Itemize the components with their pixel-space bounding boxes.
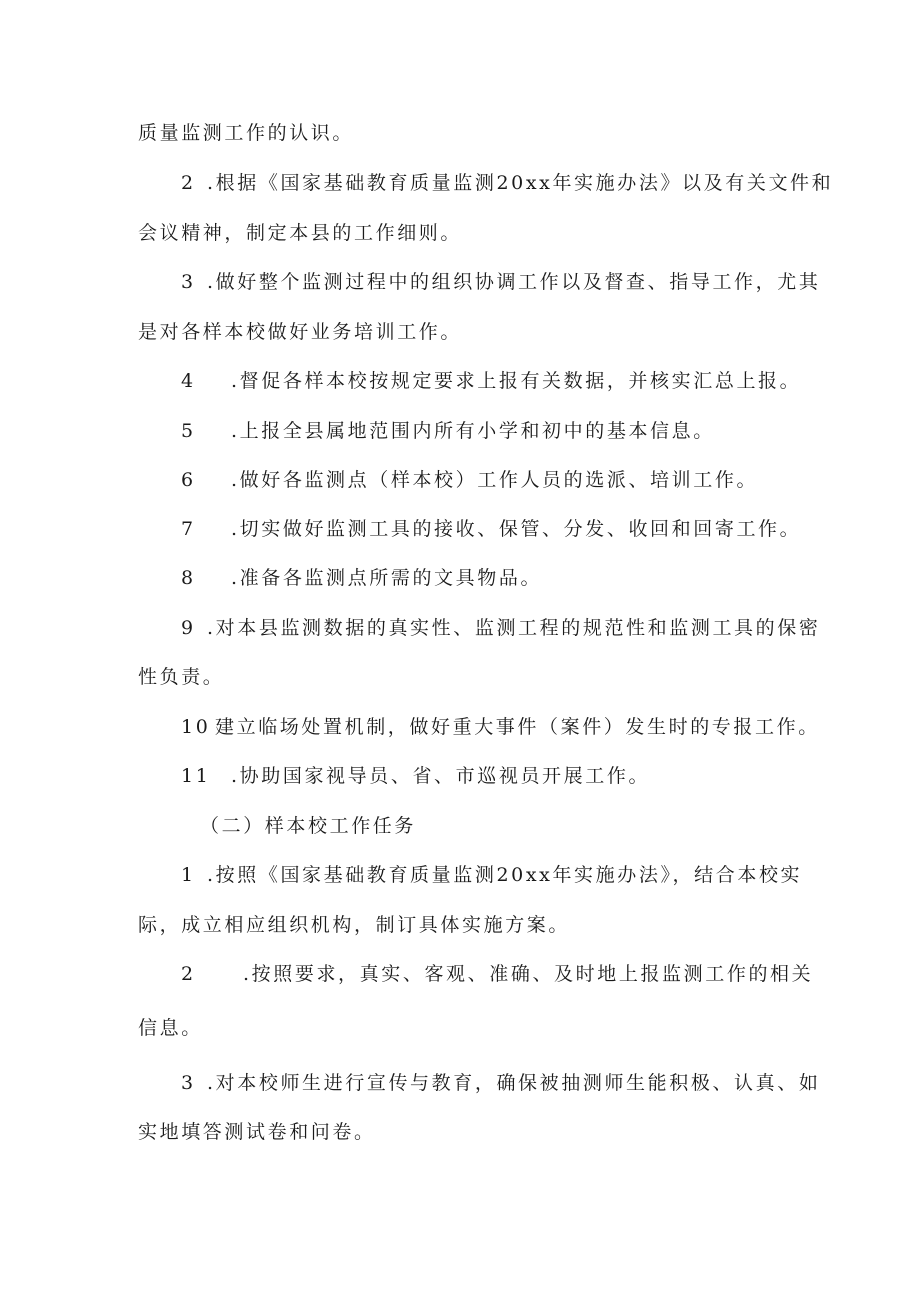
line-text: .按照要求，真实、客观、准确、及时地上报监测工作的相关 <box>243 963 814 985</box>
paragraph-line <box>181 468 758 492</box>
line-text: .根据《国家基础教育质量监测20xx年实施办法》以及有关文件和 <box>207 172 834 194</box>
line-text: 是对各样本校做好业务培训工作。 <box>138 321 463 343</box>
paragraph-line <box>138 665 224 689</box>
item-number: 4 <box>181 370 196 392</box>
line-text: .做好整个监测过程中的组织协调工作以及督查、指导工作，尤其 <box>207 271 821 293</box>
paragraph-line <box>138 320 462 344</box>
item-number: 3 <box>181 1072 196 1094</box>
line-text: .督促各样本校按规定要求上报有关数据，并核实汇总上报。 <box>231 370 802 392</box>
line-text: .按照《国家基础教育质量监测20xx年实施办法》，结合本校实 <box>207 864 803 886</box>
section-heading <box>200 814 416 838</box>
paragraph-line <box>181 270 820 294</box>
line-text: .对本县监测数据的真实性、监测工程的规范性和监测工具的保密 <box>207 617 821 639</box>
paragraph-line <box>181 369 801 393</box>
item-number: 3 <box>181 271 196 293</box>
paragraph-line <box>181 616 820 640</box>
line-text: 质量监测工作的认识。 <box>138 122 355 144</box>
item-number: 9 <box>181 617 196 639</box>
line-text: 性负责。 <box>138 666 225 688</box>
paragraph-line <box>181 764 650 788</box>
paragraph-line <box>138 913 570 937</box>
line-text: .对本校师生进行宣传与教育，确保被抽测师生能积极、认真、如 <box>207 1072 821 1094</box>
line-text: .协助国家视导员、省、市巡视员开展工作。 <box>231 765 651 787</box>
item-number: 2 <box>181 172 196 194</box>
line-text: .切实做好监测工具的接收、保管、分发、收回和回寄工作。 <box>231 518 802 540</box>
line-text: .做好各监测点（样本校）工作人员的选派、培训工作。 <box>231 469 759 491</box>
paragraph-line <box>138 1120 376 1144</box>
item-number: 2 <box>181 963 196 985</box>
line-text: .上报全县属地范围内所有小学和初中的基本信息。 <box>231 420 715 442</box>
line-text: .准备各监测点所需的文具物品。 <box>231 567 543 589</box>
item-number: 8 <box>181 567 196 589</box>
item-number: 1 <box>181 864 196 886</box>
item-number: 7 <box>181 518 196 540</box>
paragraph-line <box>138 121 354 145</box>
paragraph-line <box>181 171 833 195</box>
line-text: 信息。 <box>138 1017 203 1039</box>
item-number: 5 <box>181 420 196 442</box>
paragraph-line <box>181 863 802 887</box>
line-text: 建立临场处置机制，做好重大事件（案件）发生时的专报工作。 <box>215 716 820 738</box>
paragraph-line <box>181 419 715 443</box>
line-text: （二）样本校工作任务 <box>200 815 417 837</box>
item-number: 6 <box>181 469 196 491</box>
paragraph-line <box>138 1016 203 1040</box>
item-number: 10 <box>181 716 211 738</box>
item-number: 11 <box>181 765 211 787</box>
paragraph-line <box>181 962 813 986</box>
line-text: 实地填答测试卷和问卷。 <box>138 1121 376 1143</box>
paragraph-line <box>181 1071 820 1095</box>
line-text: 际，成立相应组织机构，制订具体实施方案。 <box>138 914 571 936</box>
paragraph-line <box>181 715 820 739</box>
line-text: 会议精神，制定本县的工作细则。 <box>138 222 463 244</box>
paragraph-line <box>181 517 801 541</box>
paragraph-line <box>138 221 462 245</box>
paragraph-line <box>181 566 542 590</box>
